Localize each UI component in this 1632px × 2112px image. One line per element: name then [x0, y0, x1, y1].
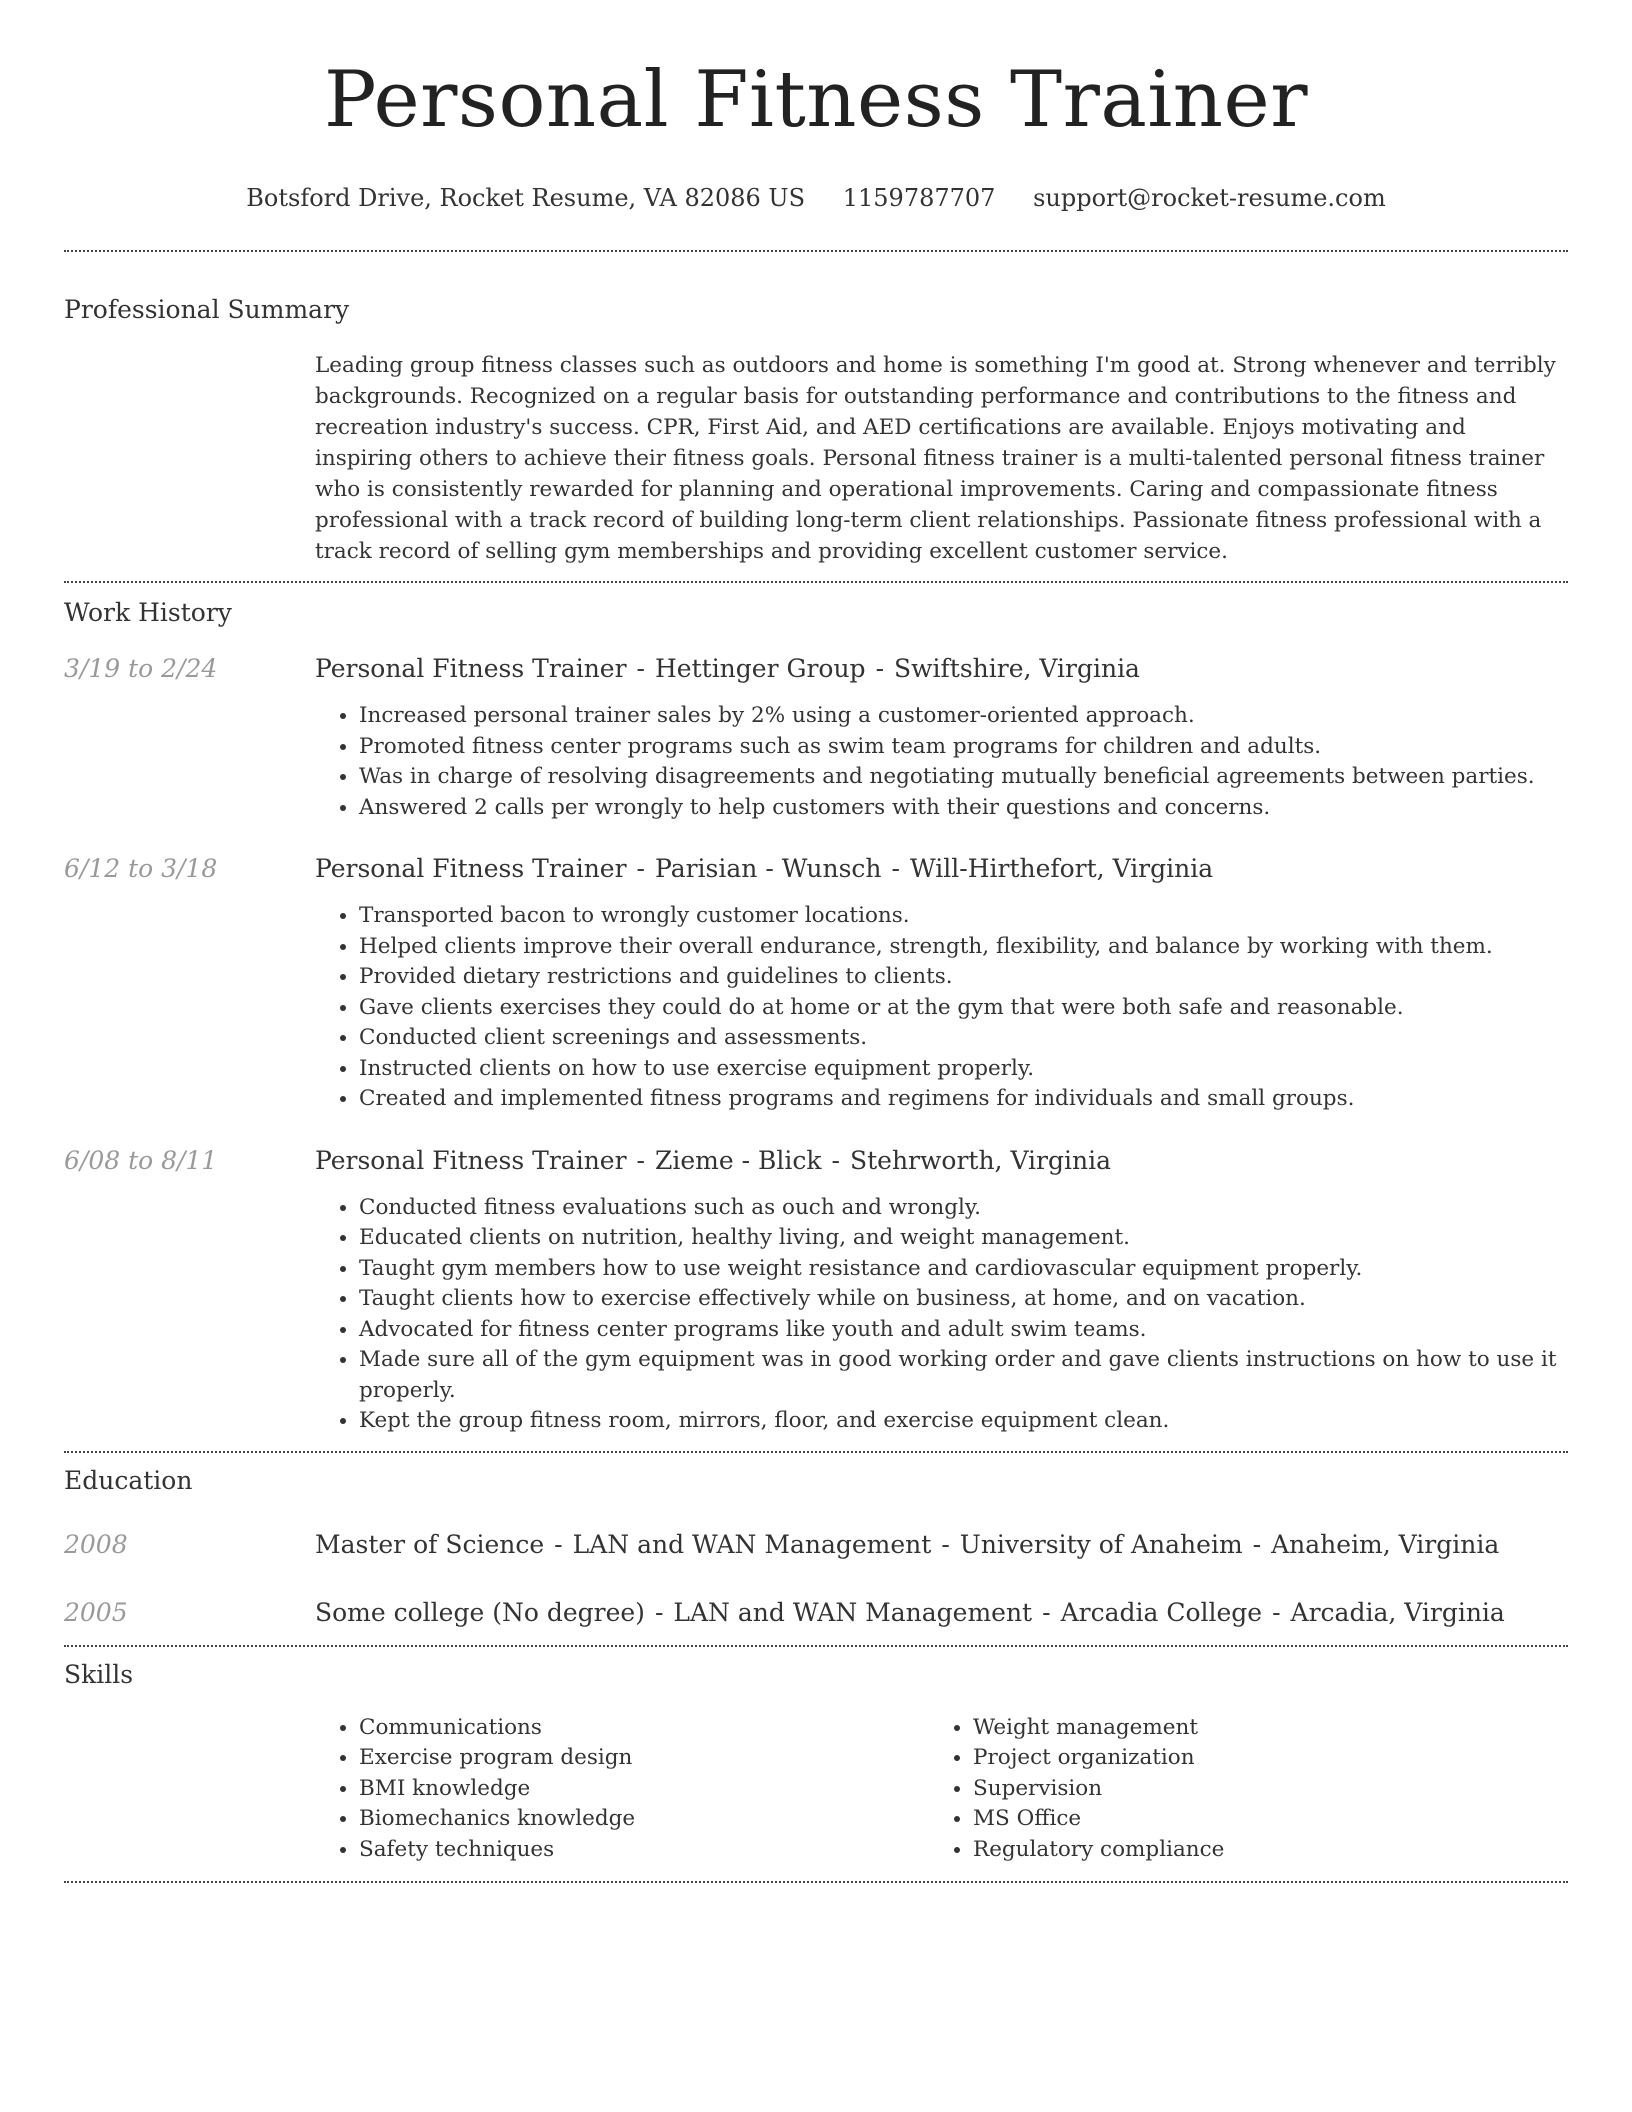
- education-year: 2008: [64, 1529, 128, 1559]
- heading-separator: -: [1272, 1597, 1281, 1627]
- skill-item: • Communications: [359, 1713, 929, 1744]
- job-bullet: • Conducted fitness evaluations such as ouch and wrongly.: [359, 1193, 1568, 1224]
- heading-separator: -: [1042, 1597, 1051, 1627]
- skills-column-right: [929, 1713, 1543, 1866]
- job-bullet: • Instructed clients on how to use exercise equipment properly.: [359, 1054, 1568, 1085]
- section-divider: [64, 581, 1568, 583]
- skill-item: • BMI knowledge: [359, 1774, 929, 1805]
- job-entry: [64, 653, 1568, 823]
- contact-address: Botsford Drive, Rocket Resume, VA 82086 US: [246, 184, 806, 212]
- education-field: LAN and WAN Management: [572, 1529, 932, 1559]
- education-degree: Some college (No degree): [315, 1597, 645, 1627]
- job-bullet: • Kept the group fitness room, mirrors, floor, and exercise equipment clean.: [359, 1406, 1568, 1437]
- heading-separator: -: [636, 654, 645, 683]
- section-divider: [64, 1451, 1568, 1453]
- summary-text: Leading group fitness classes such as outdoors and home is something I'm good at. Strong whenever and terribly backgrounds. Recognized on a regular basis for outstanding performance and contributions to the fitness and recreation industry's success. CPR, First Aid, and AED certifications are available. Enjoys motivating and inspiring others to achieve their fitness goals. Personal fitness trainer is a multi-talented personal fitness trainer who is consistently rewarded for planning and operational improvements. Caring and compassionate fitness professional with a track record of building long-term client relationships. Passionate fitness professional with a track record of selling gym memberships and providing excellent customer service.: [315, 353, 1556, 564]
- job-dates: 6/12 to 3/18: [64, 854, 218, 883]
- skill-item: • Exercise program design: [359, 1743, 929, 1774]
- job-bullet: • Taught clients how to exercise effectively while on business, at home, and on vacation.: [359, 1284, 1568, 1315]
- job-dates: 6/08 to 8/11: [64, 1145, 218, 1175]
- skills-column-left: [315, 1713, 929, 1866]
- heading-separator: -: [831, 1145, 840, 1175]
- job-bullet: • Conducted client screenings and assessments.: [359, 1023, 1568, 1054]
- education-year: 2005: [64, 1597, 128, 1627]
- job-bullet: • Increased personal trainer sales by 2% using a customer-oriented approach.: [359, 701, 1568, 732]
- contact-phone: 1159787707: [842, 184, 996, 212]
- job-heading: [315, 1145, 1568, 1177]
- job-bullet: • Created and implemented fitness programs and regimens for individuals and small groups.: [359, 1084, 1568, 1115]
- skills-heading: Skills: [64, 1659, 134, 1689]
- job-location: Stehrworth, Virginia: [849, 1145, 1112, 1175]
- contact-line: [64, 182, 1568, 214]
- job-entry: [64, 853, 1568, 1115]
- contact-email: support@rocket-resume.com: [1033, 184, 1386, 212]
- job-bullet: • Promoted fitness center programs such as swim team programs for children and adults.: [359, 732, 1568, 763]
- job-location: Swiftshire, Virginia: [894, 654, 1140, 683]
- education-entry: [64, 1529, 1568, 1561]
- heading-separator: -: [941, 1529, 950, 1559]
- job-bullet: • Made sure all of the gym equipment was in good working order and gave clients instructions on how to use it properly.: [359, 1345, 1568, 1406]
- job-bullet: • Provided dietary restrictions and guidelines to clients.: [359, 962, 1568, 993]
- job-bullets: [315, 901, 1568, 1115]
- skill-item: • Supervision: [973, 1774, 1543, 1805]
- job-company: Hettinger Group: [655, 654, 866, 683]
- education-heading-line: [315, 1529, 1499, 1561]
- job-bullet: • Helped clients improve their overall endurance, strength, flexibility, and balance by working with them.: [359, 932, 1568, 963]
- education-list: [64, 1529, 1568, 1645]
- job-bullets: [315, 701, 1568, 823]
- job-bullet: • Answered 2 calls per wrongly to help customers with their questions and concerns.: [359, 793, 1568, 824]
- job-bullet: • Educated clients on nutrition, healthy living, and weight management.: [359, 1223, 1568, 1254]
- education-school: Arcadia College: [1060, 1597, 1263, 1627]
- job-role: Personal Fitness Trainer: [315, 654, 627, 683]
- heading-separator: -: [875, 654, 885, 683]
- education-location: Arcadia, Virginia: [1290, 1597, 1505, 1627]
- section-divider: [64, 1645, 1568, 1647]
- job-bullet: • Transported bacon to wrongly customer locations.: [359, 901, 1568, 932]
- job-location: Will-Hirthefort, Virginia: [910, 854, 1214, 883]
- job-bullets: [315, 1193, 1568, 1437]
- skill-item: • Weight management: [973, 1713, 1543, 1744]
- job-heading: [315, 853, 1568, 885]
- skill-item: • Project organization: [973, 1743, 1543, 1774]
- education-degree: Master of Science: [315, 1529, 545, 1559]
- heading-separator: -: [636, 1145, 645, 1175]
- job-entry: [64, 1145, 1568, 1437]
- skill-item: • Regulatory compliance: [973, 1835, 1543, 1866]
- heading-separator: -: [554, 1529, 563, 1559]
- job-bullet: • Gave clients exercises they could do at home or at the gym that were both safe and reasonable.: [359, 993, 1568, 1024]
- work-history-list: [64, 653, 1568, 1451]
- job-heading: [315, 653, 1568, 685]
- summary-heading: Professional Summary: [64, 295, 350, 324]
- education-location: Anaheim, Virginia: [1271, 1529, 1500, 1559]
- resume-name: Personal Fitness Trainer: [324, 55, 1308, 145]
- skill-item: • Biomechanics knowledge: [359, 1804, 929, 1835]
- job-company: Zieme - Blick: [655, 1145, 822, 1175]
- skill-item: • Safety techniques: [359, 1835, 929, 1866]
- education-field: LAN and WAN Management: [673, 1597, 1033, 1627]
- section-divider: [64, 250, 1568, 252]
- heading-separator: -: [1252, 1529, 1262, 1559]
- job-bullet: • Advocated for fitness center programs like youth and adult swim teams.: [359, 1315, 1568, 1346]
- education-heading: Education: [64, 1465, 193, 1495]
- heading-separator: -: [891, 854, 900, 883]
- job-bullet: • Was in charge of resolving disagreements and negotiating mutually beneficial agreements between parties.: [359, 762, 1568, 793]
- job-role: Personal Fitness Trainer: [315, 854, 627, 883]
- job-bullet: • Taught gym members how to use weight resistance and cardiovascular equipment properly.: [359, 1254, 1568, 1285]
- job-company: Parisian - Wunsch: [655, 854, 882, 883]
- section-divider: [64, 1881, 1568, 1883]
- education-heading-line: [315, 1597, 1505, 1629]
- education-school: University of Anaheim: [959, 1529, 1243, 1559]
- skill-item: • MS Office: [973, 1804, 1543, 1835]
- job-dates: 3/19 to 2/24: [64, 654, 218, 683]
- skills-grid: [315, 1713, 1568, 1866]
- heading-separator: -: [654, 1597, 664, 1627]
- heading-separator: -: [636, 854, 645, 883]
- work-history-heading: Work History: [64, 598, 232, 627]
- education-entry: [64, 1597, 1568, 1629]
- job-role: Personal Fitness Trainer: [315, 1145, 627, 1175]
